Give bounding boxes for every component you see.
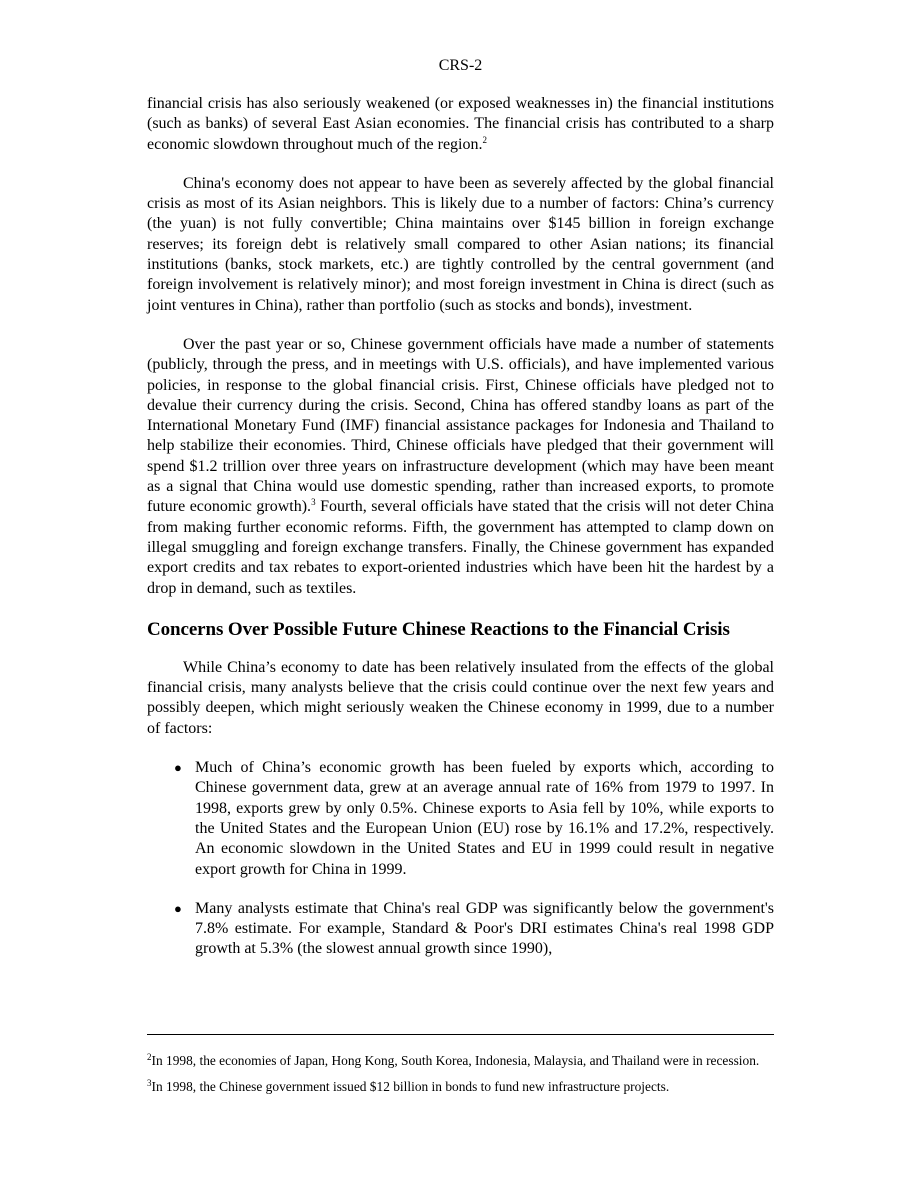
list-item-text: Much of China’s economic growth has been fueled by exports which, according to Chinese government data, grew at an average annual rate of 16% from 1979 to 1997. In 1998, exports grew by only 0.5%. Chinese exports to Asia fell by 10%, while exports to the United States and the European Union (EU) rose by 16.1% and 17.2%, respectively. An economic slowdown in the United States and EU in 1999 could result in negative export growth for China in 1999. bbox=[195, 759, 774, 878]
page-body bbox=[147, 56, 774, 979]
list-item-text: Many analysts estimate that China's real GDP was significantly below the government's 7.8% estimate. For example, Standard & Poor's DRI estimates China's real 1998 GDP growth at 5.3% (the slowest annual growth since 1990), bbox=[195, 899, 774, 958]
page-number: CRS-2 bbox=[438, 57, 483, 74]
factor-list bbox=[147, 758, 774, 960]
footnote-text: In 1998, the economies of Japan, Hong Kong, South Korea, Indonesia, Malaysia, and Thailand were in recession. bbox=[151, 1053, 760, 1068]
list-item bbox=[147, 758, 774, 880]
footnote-2 bbox=[147, 1052, 774, 1069]
paragraph-1-text: financial crisis has also seriously weakened (or exposed weaknesses in) the financial institutions (such as banks) of several East Asian economies. The financial crisis has contributed to a sharp economic slowdown throughout much of the region. bbox=[147, 95, 774, 153]
paragraph-3-text-b: Fourth, several officials have stated that the crisis will not deter China from making further economic reforms. Fifth, the government has attempted to clamp down on illegal smuggling and foreign exchange transfers. Finally, the Chinese government has expanded export credits and tax rebates to export-oriented industries which have been hit the hardest by a drop in demand, such as textiles. bbox=[147, 498, 775, 597]
footnote-number: 3 bbox=[147, 1078, 152, 1088]
footnote-divider bbox=[147, 1034, 774, 1035]
footnotes bbox=[147, 1052, 774, 1104]
footnote-3 bbox=[147, 1078, 774, 1095]
bullet-icon: ● bbox=[174, 900, 182, 916]
section-intro: While China’s economy to date has been relatively insulated from the effects of the global financial crisis, many analysts believe that the crisis could continue over the next few years and possibly deepen, which might seriously weaken the Chinese economy in 1999, due to a number of factors: bbox=[147, 658, 774, 737]
bullet-icon: ● bbox=[174, 760, 182, 776]
paragraph-1 bbox=[147, 94, 774, 155]
paragraph-3 bbox=[147, 335, 774, 599]
list-item bbox=[147, 899, 774, 960]
paragraph-2: China's economy does not appear to have been as severely affected by the global financial crisis as most of its Asian neighbors. This is likely due to a number of factors: China’s currency (the yuan) is not fully convertible; China maintains over $145 billion in foreign exchange reserves; its foreign debt is relatively small compared to other Asian nations; its financial institutions (banks, stock markets, etc.) are tightly controlled by the central government (and foreign involvement is relatively minor); and most foreign investment in China is direct (such as joint ventures in China), rather than portfolio (such as stocks and bonds), investment. bbox=[147, 174, 774, 314]
footnote-ref-3[interactable]: 3 bbox=[311, 497, 316, 508]
footnote-text: In 1998, the Chinese government issued $12 billion in bonds to fund new infrastructure projects. bbox=[151, 1079, 670, 1094]
paragraph-3-text-a: Over the past year or so, Chinese government officials have made a number of statements (publicly, through the press, and in meetings with U.S. officials), and have implemented various policies, in response to the global financial crisis. First, Chinese officials have pledged not to devalue their currency during the crisis. Second, China has offered standby loans as part of the International Monetary Fund (IMF) financial assistance packages for Indonesia and Thailand to help stabilize their economies. Third, Chinese officials have pledged that their government will spend $1.2 trillion over three years on infrastructure development (which may have been meant as a signal that China would use domestic spending, rather than increased exports, to promote future economic growth). bbox=[147, 335, 774, 516]
footnote-ref-2[interactable]: 2 bbox=[482, 134, 487, 145]
section-heading: Concerns Over Possible Future Chinese Reactions to the Financial Crisis bbox=[147, 618, 730, 640]
footnote-number: 2 bbox=[147, 1052, 152, 1062]
